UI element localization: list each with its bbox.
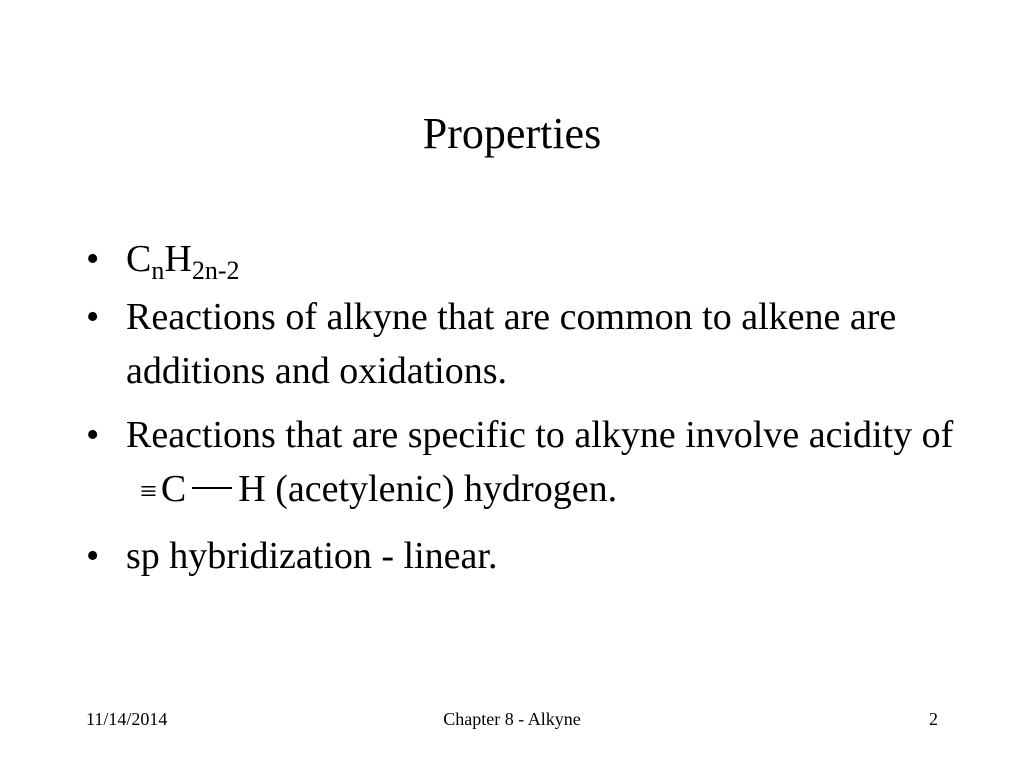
triple-bond-symbol: ≡ [140, 475, 157, 508]
bullet-icon: • [86, 535, 100, 577]
bullet-item-hybridization [86, 529, 966, 583]
acetylenic-bond-formula [126, 462, 266, 519]
bullet-list [86, 232, 966, 593]
formula-hydrogen: H [164, 238, 192, 280]
single-bond-line [192, 487, 232, 489]
footer-chapter: Chapter 8 - Alkyne [443, 709, 581, 729]
bullet-text: sp hybridization - linear. [126, 535, 498, 577]
formula-hydrogen-subscript: 2n-2 [191, 256, 240, 285]
bond-carbon: C [160, 468, 187, 510]
bullet-icon: • [86, 296, 100, 338]
alkyne-general-formula [126, 232, 239, 290]
formula-carbon: C [126, 238, 152, 280]
footer-page-number: 2 [929, 709, 938, 729]
bullet-icon: • [86, 238, 100, 280]
bullet-item-common-reactions [86, 290, 966, 398]
bullet-text: Reactions that are specific to alkyne involve acidity of [126, 414, 954, 456]
footer-date: 11/14/2014 [86, 709, 168, 729]
bullet-item-specific-reactions [86, 408, 966, 519]
bullet-icon: • [86, 414, 100, 456]
bullet-text-suffix: (acetylenic) hydrogen. [275, 468, 618, 510]
bullet-text: Reactions of alkyne that are common to alkene are additions and oxidations. [126, 296, 897, 392]
bullet-item-formula [86, 232, 966, 290]
bond-hydrogen: H [238, 468, 266, 510]
formula-carbon-subscript: n [151, 256, 165, 285]
slide-title: Properties [422, 109, 602, 158]
